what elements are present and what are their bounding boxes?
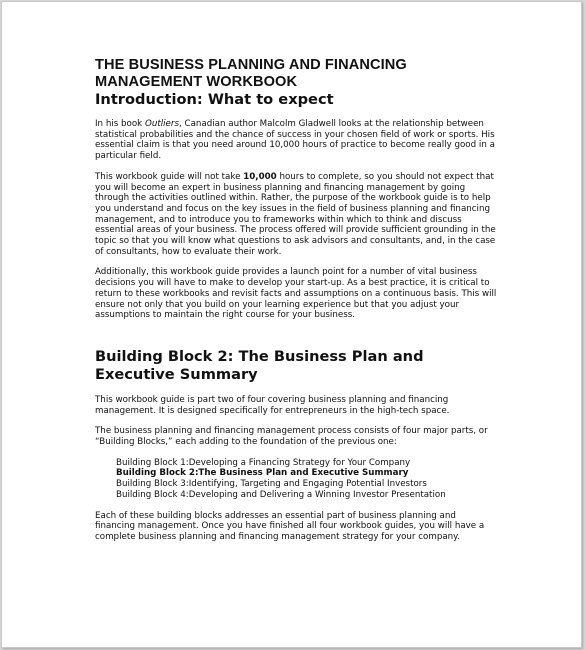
intro-p2-before: This workbook guide will not take <box>95 171 244 182</box>
section-2-heading-line-2: Executive Summary <box>95 366 258 384</box>
building-blocks-list <box>116 458 497 501</box>
section-2-heading <box>95 348 497 385</box>
section-2-paragraph-2: The business planning and financing management process consists of four major parts, or “Building Blocks,” each adding to the foundation of the previous one: <box>95 426 488 448</box>
document-page <box>1 1 582 648</box>
intro-paragraph-3: Additionally, this workbook guide provides a launch point for a number of vital business decisions you will have to make to develop your start-up. As a best practice, it is critical to return to these workbooks and revisit facts and assumptions on a continuous basis. This will ensure not only that you build on your learning experience but that you adjust your assumptions to maintain the right course for your business. <box>95 267 497 321</box>
intro-p1-after: , Canadian author Malcolm Gladwell looks at the relationship between statistical probabilities and the chance of success in your chosen field of work or sports. His essential claim is that you need around 10,000 hours of practice to become really good in a particular field. <box>95 119 495 162</box>
section-2-paragraph-1: This workbook guide is part two of four covering business planning and financing management. It is designed specifically for entrepreneurs in the high-tech space. <box>95 394 450 416</box>
document-content <box>95 57 497 553</box>
intro-paragraph-1 <box>95 119 497 162</box>
building-block-item: Building Block 4:Developing and Delivering a Winning Investor Presentation <box>116 489 446 500</box>
building-block-item: Building Block 3:Identifying, Targeting and Engaging Potential Investors <box>116 479 427 490</box>
intro-p1-before: In his book <box>95 119 145 129</box>
intro-p1-book-title: Outliers <box>144 119 180 129</box>
intro-p2-after: hours to complete, so you should not expect that you will become an expert in business planning and financing management by going through the activities outlined within. Rather, the purpose of the workbook guide is to help you understand and focus on the key issues in the field of business planning and financing management, and to introduce you to frameworks within which to think and discuss essential areas of your business. The process offered will provide sufficient grounding in the topic so that you will know what questions to ask advisors and consultants, and, in the case of consultants, how to evaluate their work. <box>95 171 496 257</box>
intro-p2-hours: 10,000 <box>243 171 277 182</box>
section-2-paragraph-3: Each of these building blocks addresses an essential part of business planning and financing management. Once you have finished all four workbook guides, you will have a complete business planning and financing management strategy for your company. <box>95 510 485 542</box>
intro-paragraph-2 <box>95 172 497 258</box>
document-title-line-2: MANAGEMENT WORKBOOK <box>95 74 298 90</box>
section-2-heading-line-1: Building Block 2: The Business Plan and <box>95 347 424 365</box>
building-block-item: Building Block 1:Developing a Financing Strategy for Your Company <box>116 457 411 468</box>
intro-heading: Introduction: What to expect <box>95 91 334 108</box>
building-block-item-current: Building Block 2:The Business Plan and Executive Summary <box>116 468 409 479</box>
document-title-line-1: THE BUSINESS PLANNING AND FINANCING <box>95 57 407 73</box>
